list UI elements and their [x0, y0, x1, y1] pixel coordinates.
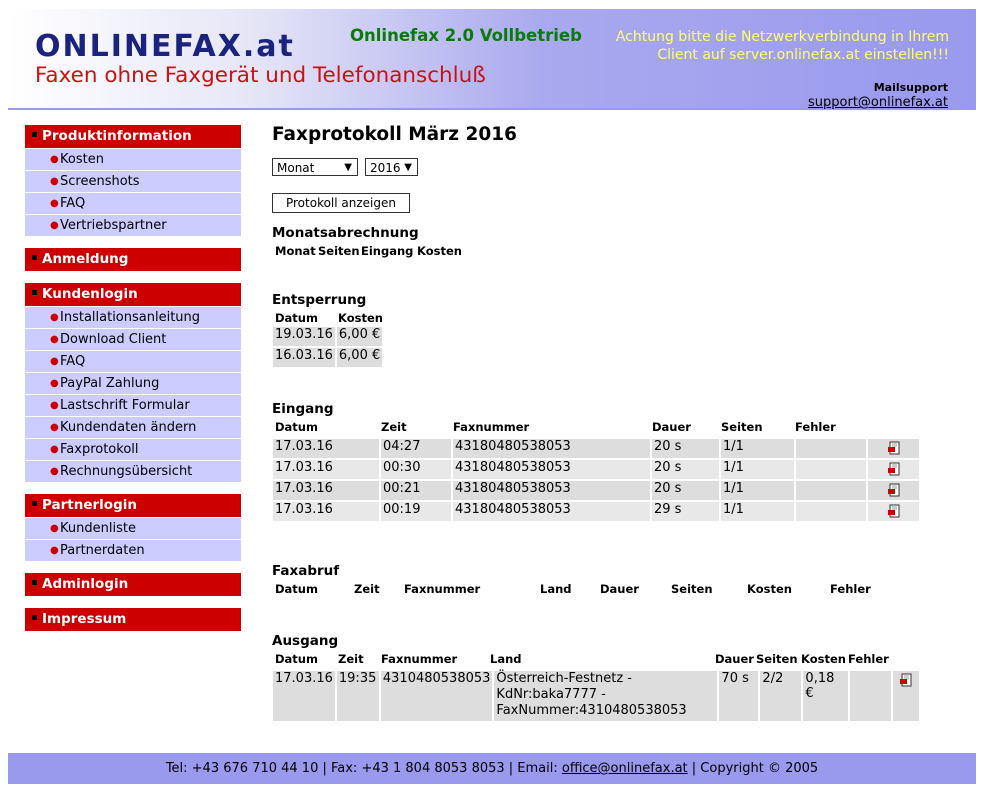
table-cell: 17.03.16: [273, 460, 379, 479]
nav-item-installationsanleitung[interactable]: ● Installationsanleitung: [25, 307, 241, 329]
col-header-zeit: Zeit: [381, 420, 407, 434]
table-cell: 1/1: [721, 481, 794, 500]
dot-bullet-icon: ●: [50, 220, 59, 231]
col-header-dauer: Dauer: [652, 420, 691, 434]
table-cell: 43180480538053: [453, 481, 650, 500]
table-cell: [796, 460, 866, 479]
col-header-fehler: Fehler: [848, 652, 889, 666]
logo-tagline: Faxen ohne Faxgerät und Telefonanschluß: [35, 63, 486, 88]
col-header-eingang: Eingang: [361, 244, 414, 258]
table-row: [273, 348, 382, 367]
download-cell[interactable]: [868, 460, 919, 479]
col-header-datum: Datum: [275, 582, 318, 596]
table-cell: 0,18 €: [803, 671, 848, 721]
nav-section-kundenlogin[interactable]: Kundenlogin: [25, 283, 241, 307]
col-header-kosten: Kosten: [747, 582, 792, 596]
table-cell: 20 s: [652, 439, 719, 458]
nav-item-partnerdaten[interactable]: ● Partnerdaten: [25, 540, 241, 562]
table-cell: 04:27: [381, 439, 451, 458]
dot-bullet-icon: ●: [50, 400, 59, 411]
download-cell[interactable]: [893, 671, 919, 721]
table-row: [273, 439, 919, 458]
table-cell: 1/1: [721, 460, 794, 479]
square-bullet-icon: [32, 615, 37, 620]
col-header-zeit: Zeit: [354, 582, 380, 596]
dot-bullet-icon: ●: [50, 176, 59, 187]
pdf-download-icon[interactable]: [887, 462, 901, 476]
col-header-kosten: Kosten: [417, 244, 462, 258]
year-select[interactable]: 2016 ▼: [365, 158, 418, 176]
col-header-kosten: Kosten: [801, 652, 846, 666]
nav-item-lastschrift-formular[interactable]: ● Lastschrift Formular: [25, 395, 241, 417]
dot-bullet-icon: ●: [50, 523, 59, 534]
show-protocol-button[interactable]: Protokoll anzeigen: [272, 193, 410, 213]
table-cell: 70 s: [719, 671, 758, 721]
nav-section-adminlogin[interactable]: Adminlogin: [25, 573, 241, 597]
ausgang-title: Ausgang: [272, 633, 339, 649]
square-bullet-icon: [32, 501, 37, 506]
table-cell: 20 s: [652, 481, 719, 500]
square-bullet-icon: [32, 580, 37, 585]
site-header: [8, 9, 976, 110]
col-header-fehler: Fehler: [795, 420, 836, 434]
col-header-seiten: Seiten: [721, 420, 763, 434]
col-header-faxnummer: Faxnummer: [453, 420, 530, 434]
table-cell: [796, 439, 866, 458]
site-title: Onlinefax 2.0 Vollbetrieb: [350, 26, 582, 45]
network-notice: Achtung bitte die Netzwerkverbindung in Ihrem Client auf server.onlinefax.at einstellen!!!: [615, 29, 949, 63]
entsperrung-title: Entsperrung: [272, 292, 367, 308]
nav-item-kosten[interactable]: ● Kosten: [25, 149, 241, 171]
mailsupport-label: Mailsupport: [873, 81, 948, 94]
dropdown-arrow-icon: ▼: [344, 162, 352, 173]
nav-item-vertriebspartner[interactable]: ● Vertriebspartner: [25, 215, 241, 237]
nav-section-impressum[interactable]: Impressum: [25, 608, 241, 632]
dot-bullet-icon: ●: [50, 356, 59, 367]
eingang-table: [271, 437, 921, 523]
dot-bullet-icon: ●: [50, 312, 59, 323]
table-cell: 4310480538053: [381, 671, 493, 721]
table-cell: 17.03.16: [273, 502, 379, 521]
table-cell: 1/1: [721, 502, 794, 521]
ausgang-table: [271, 669, 921, 723]
month-select[interactable]: Monat ▼: [272, 158, 358, 176]
nav-item-paypal-zahlung[interactable]: ● PayPal Zahlung: [25, 373, 241, 395]
table-cell: [796, 481, 866, 500]
table-cell: [796, 502, 866, 521]
table-cell: 00:21: [381, 481, 451, 500]
footer-contact: Tel: +43 676 710 44 10 | Fax: +43 1 804 8053 8053 | Email:: [165, 761, 558, 776]
col-header-datum: Datum: [275, 311, 318, 325]
table-cell: 2/2: [760, 671, 801, 721]
dot-bullet-icon: ●: [50, 466, 59, 477]
table-cell: 43180480538053: [453, 439, 650, 458]
footer-email-link[interactable]: office@onlinefax.at: [561, 761, 688, 776]
col-header-faxnummer: Faxnummer: [381, 652, 458, 666]
square-bullet-icon: [32, 132, 37, 137]
mailsupport-link[interactable]: support@onlinefax.at: [808, 95, 948, 110]
entsperrung-table: [271, 325, 384, 369]
col-header-land: Land: [540, 582, 572, 596]
nav-section-partnerlogin[interactable]: Partnerlogin: [25, 494, 241, 518]
table-row: [273, 327, 382, 346]
table-row: [273, 481, 919, 500]
table-row: [273, 671, 919, 721]
table-cell: [850, 671, 891, 721]
site-footer: [8, 753, 976, 784]
table-cell: 16.03.16: [273, 348, 335, 367]
table-cell: 17.03.16: [273, 439, 379, 458]
table-row: [273, 502, 919, 521]
col-header-zeit: Zeit: [338, 652, 364, 666]
table-cell: 43180480538053: [453, 460, 650, 479]
footer-copyright: | Copyright © 2005: [691, 761, 819, 776]
nav-item-kunden-faq[interactable]: ● FAQ: [25, 351, 241, 373]
col-header-datum: Datum: [275, 420, 318, 434]
col-header-datum: Datum: [275, 652, 318, 666]
dot-bullet-icon: ●: [50, 422, 59, 433]
nav-item-faq[interactable]: ● FAQ: [25, 193, 241, 215]
nav-item-rechnungsuebersicht[interactable]: ● Rechnungsübersicht: [25, 461, 241, 483]
table-row: [273, 460, 919, 479]
col-header-faxnummer: Faxnummer: [404, 582, 481, 596]
table-cell: 19:35: [337, 671, 379, 721]
faxabruf-title: Faxabruf: [272, 563, 340, 579]
page-title: Faxprotokoll März 2016: [272, 124, 517, 145]
table-cell: 29 s: [652, 502, 719, 521]
square-bullet-icon: [32, 290, 37, 295]
eingang-title: Eingang: [272, 401, 334, 417]
col-header-land: Land: [490, 652, 522, 666]
download-cell[interactable]: [868, 502, 919, 521]
dropdown-arrow-icon: ▼: [404, 162, 412, 173]
square-bullet-icon: [32, 255, 37, 260]
table-cell: Österreich-Festnetz - KdNr:baka7777 - FaxNummer:4310480538053: [494, 671, 717, 721]
table-cell: 6,00 €: [337, 327, 382, 346]
table-cell: 20 s: [652, 460, 719, 479]
nav-item-kundenliste[interactable]: ● Kundenliste: [25, 518, 241, 540]
sidebar-nav: [25, 125, 241, 632]
col-header-seiten: Seiten: [756, 652, 798, 666]
dot-bullet-icon: ●: [50, 334, 59, 345]
nav-section-anmeldung[interactable]: Anmeldung: [25, 248, 241, 272]
pdf-download-icon[interactable]: [887, 441, 901, 455]
download-cell[interactable]: [868, 481, 919, 500]
table-cell: 17.03.16: [273, 481, 379, 500]
table-cell: 1/1: [721, 439, 794, 458]
dot-bullet-icon: ●: [50, 378, 59, 389]
dot-bullet-icon: ●: [50, 545, 59, 556]
dot-bullet-icon: ●: [50, 444, 59, 455]
pdf-download-icon[interactable]: [887, 483, 901, 497]
nav-item-faxprotokoll[interactable]: ● Faxprotokoll: [25, 439, 241, 461]
nav-item-kundendaten-aendern[interactable]: ● Kundendaten ändern: [25, 417, 241, 439]
col-header-kosten: Kosten: [338, 311, 383, 325]
col-header-dauer: Dauer: [600, 582, 639, 596]
dot-bullet-icon: ●: [50, 154, 59, 165]
dot-bullet-icon: ●: [50, 198, 59, 209]
col-header-dauer: Dauer: [715, 652, 754, 666]
col-header-monat: Monat: [275, 244, 316, 258]
nav-item-download-client[interactable]: ● Download Client: [25, 329, 241, 351]
download-cell[interactable]: [868, 439, 919, 458]
table-cell: 00:30: [381, 460, 451, 479]
table-cell: 17.03.16: [273, 671, 335, 721]
logo-wordmark[interactable]: ONLINEFAX.at: [35, 29, 295, 64]
col-header-seiten: Seiten: [671, 582, 713, 596]
monatsabrechnung-title: Monatsabrechnung: [272, 225, 419, 241]
table-cell: 19.03.16: [273, 327, 335, 346]
col-header-fehler: Fehler: [830, 582, 871, 596]
pdf-download-icon[interactable]: [887, 504, 901, 518]
table-cell: 43180480538053: [453, 502, 650, 521]
table-cell: 6,00 €: [337, 348, 382, 367]
nav-item-screenshots[interactable]: ● Screenshots: [25, 171, 241, 193]
nav-section-produktinformation[interactable]: Produktinformation: [25, 125, 241, 149]
pdf-download-icon[interactable]: [899, 673, 913, 687]
table-cell: 00:19: [381, 502, 451, 521]
col-header-seiten: Seiten: [318, 244, 360, 258]
